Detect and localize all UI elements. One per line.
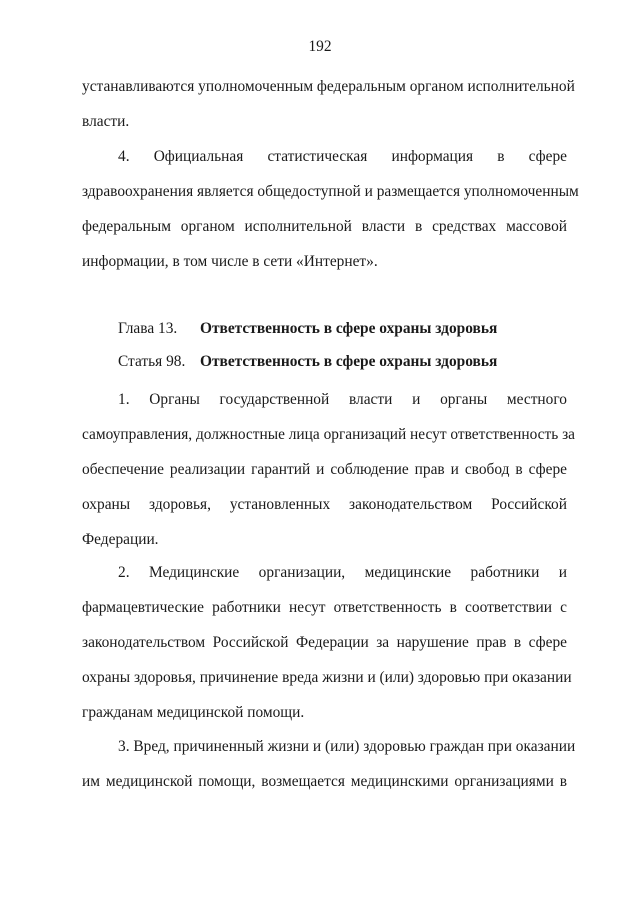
- text-line: охраны здоровья, причинение вреда жизни и (или) здоровью при оказании: [82, 669, 572, 686]
- text-line: 4. Официальная статистическая информация в сфере: [118, 148, 567, 165]
- text-line: гражданам медицинской помощи.: [82, 704, 305, 721]
- text-line: здравоохранения является общедоступной и размещается уполномоченным: [82, 183, 579, 200]
- text-line: Федерации.: [82, 531, 159, 548]
- article-heading: [118, 351, 497, 373]
- article-paragraph-2: [82, 555, 572, 730]
- article-paragraph-1: [82, 382, 575, 557]
- chapter-title: Ответственность в сфере охраны здоровья: [200, 320, 498, 337]
- text-line: обеспечение реализации гарантий и соблюдение прав и свобод в сфере: [82, 461, 567, 478]
- text-line: 2. Медицинские организации, медицинские работники и: [118, 564, 567, 581]
- article-label: Статья 98.: [118, 353, 186, 370]
- text-line: самоуправления, должностные лица организаций несут ответственность за: [82, 426, 575, 443]
- text-line: фармацевтические работники несут ответственность в соответствии с: [82, 599, 567, 616]
- intro-paragraph: [82, 69, 575, 139]
- chapter-label: Глава 13.: [118, 320, 178, 337]
- text-line: охраны здоровья, установленных законодательством Российской: [82, 496, 567, 513]
- text-line: федеральным органом исполнительной власти в средствах массовой: [82, 218, 567, 235]
- text-line: 1. Органы государственной власти и органы местного: [118, 391, 567, 408]
- text-line: им медицинской помощи, возмещается медицинскими организациями в: [82, 773, 567, 790]
- article-paragraph-3: [82, 729, 576, 799]
- chapter-heading: [118, 318, 497, 340]
- paragraph-4: [82, 139, 579, 279]
- text-line: 3. Вред, причиненный жизни и (или) здоровью граждан при оказании: [118, 738, 576, 755]
- article-title: Ответственность в сфере охраны здоровья: [200, 353, 498, 370]
- text-line: информации, в том числе в сети «Интернет».: [82, 253, 378, 270]
- text-line: законодательством Российской Федерации за нарушение прав в сфере: [82, 634, 567, 651]
- text-line: власти.: [82, 113, 130, 130]
- page-number: 192: [308, 38, 332, 55]
- text-line: устанавливаются уполномоченным федеральным органом исполнительной: [82, 78, 575, 95]
